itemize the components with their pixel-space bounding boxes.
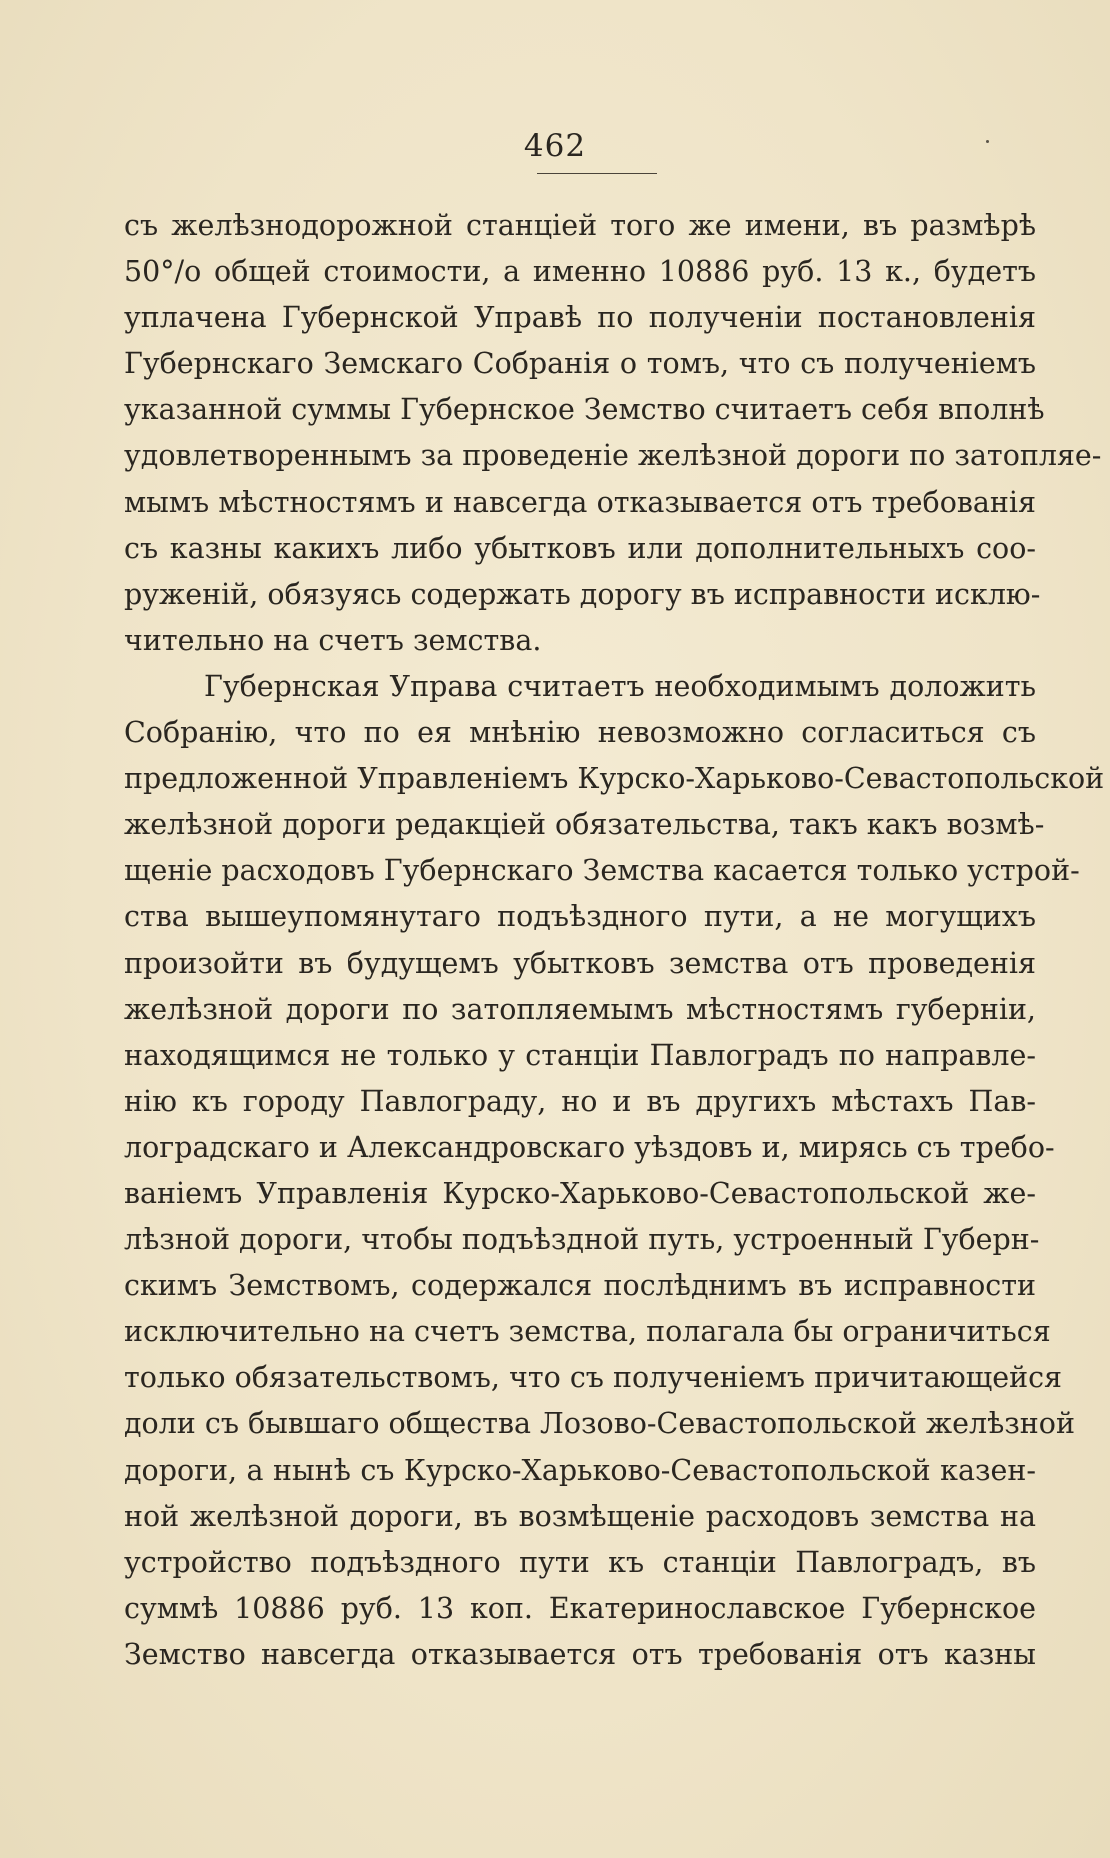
paragraph-1	[124, 203, 1102, 664]
text-line: Губернскаго Земскаго Собранія о томъ, что съ полученіемъ	[124, 347, 1036, 381]
text-line: желѣзной дороги по затопляемымъ мѣстностямъ губерніи,	[124, 992, 1036, 1026]
text-line: суммѣ 10886 руб. 13 коп. Екатеринославское Губернское	[124, 1591, 1036, 1625]
text-line: устройство подъѣздного пути къ станціи Павлоградъ, въ	[124, 1545, 1036, 1579]
text-line: доли съ бывшаго общества Лозово-Севастопольской желѣзной	[124, 1407, 1075, 1441]
text-line: лоградскаго и Александровскаго уѣздовъ и, мирясь съ требо-	[124, 1130, 1055, 1164]
text-line: находящимся не только у станціи Павлоградъ по направле-	[124, 1038, 1036, 1072]
text-line: мымъ мѣстностямъ и навсегда отказывается отъ требованія	[124, 485, 1036, 519]
text-line: исключительно на счетъ земства, полагала бы ограничиться	[124, 1315, 1051, 1349]
text-line: руженій, обязуясь содержать дорогу въ исправности исклю-	[124, 577, 1041, 611]
text-line: съ желѣзнодорожной станціей того же имени, въ размѣрѣ	[124, 209, 1036, 242]
text-line: уплачена Губернской Управѣ по полученіи постановленія	[124, 301, 1036, 335]
ink-speck	[986, 140, 989, 143]
text-line: съ казны какихъ либо убытковъ или дополнительныхъ соо-	[124, 531, 1036, 565]
page-number: 462	[523, 128, 587, 164]
text-line: желѣзной дороги редакціей обязательства, такъ какъ возмѣ-	[124, 808, 1045, 842]
text-line: скимъ Земствомъ, содержался послѣднимъ въ исправности	[124, 1269, 1036, 1303]
text-line: ваніемъ Управленія Курско-Харьково-Севастопольской же-	[124, 1176, 1036, 1210]
text-line: ства вышеупомянутаго подъѣздного пути, а не могущихъ	[124, 900, 1036, 934]
text-line: ной желѣзной дороги, въ возмѣщеніе расходовъ земства на	[124, 1499, 1036, 1533]
text-line: произойти въ будущемъ убытковъ земства отъ проведенія	[124, 946, 1036, 980]
text-line: дороги, а нынѣ съ Курско-Харьково-Севастопольской казен-	[124, 1453, 1036, 1487]
text-line: 50°/о общей стоимости, а именно 10886 руб. 13 к., будетъ	[124, 255, 1036, 289]
text-line: щеніе расходовъ Губернскаго Земства касается только устрой-	[124, 854, 1080, 888]
text-line: Земство навсегда отказывается отъ требованія отъ казны	[124, 1637, 1036, 1671]
text-line: удовлетвореннымъ за проведеніе желѣзной дороги по затопляе-	[124, 439, 1102, 473]
text-line: Собранію, что по ея мнѣнію невозможно согласиться съ	[124, 716, 1036, 750]
text-line: Губернская Управа считаетъ необходимымъ доложить	[204, 669, 1036, 703]
header-rule	[537, 173, 657, 174]
text-line: чительно на счетъ земства.	[124, 623, 542, 657]
text-line: нію къ городу Павлограду, но и въ другихъ мѣстахъ Пав-	[124, 1084, 1036, 1118]
text-line: лѣзной дороги, чтобы подъѣздной путь, устроенный Губерн-	[124, 1223, 1040, 1257]
text-line: указанной суммы Губернское Земство считаетъ себя вполнѣ	[124, 393, 1045, 427]
text-line: только обязательствомъ, что съ полученіемъ причитающейся	[124, 1361, 1063, 1395]
text-line: предложенной Управленіемъ Курско-Харьково-Севастопольской	[124, 762, 1105, 796]
body-text	[124, 203, 1105, 1678]
paragraph-2	[124, 664, 1105, 1678]
